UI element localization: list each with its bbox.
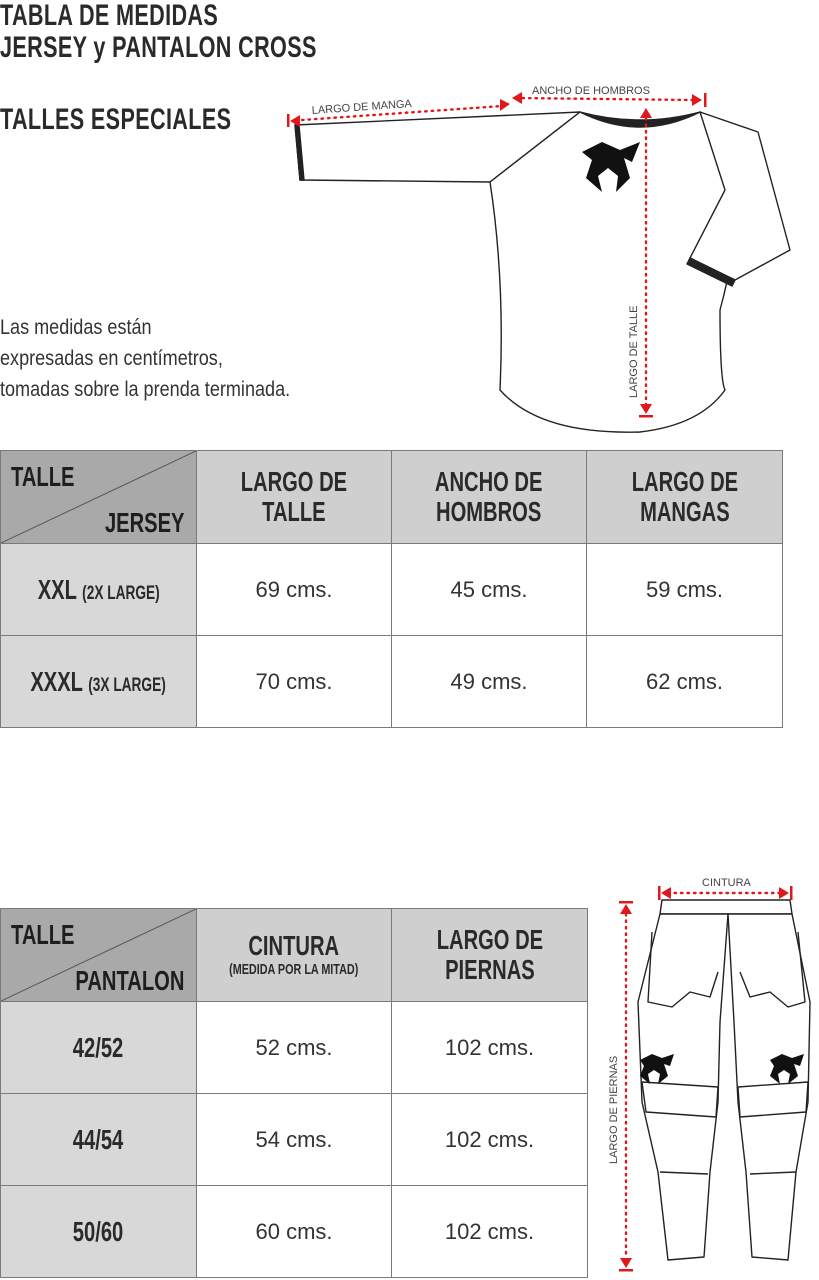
page-title: TABLA DE MEDIDAS xyxy=(0,0,219,32)
sleeve-end-tick-icon xyxy=(287,114,290,127)
header-line-1: ANCHO DE xyxy=(435,466,543,497)
measurement-note xyxy=(0,312,290,405)
header-line-2: TALLE xyxy=(262,496,326,527)
value-cell: 59 cms. xyxy=(587,544,783,636)
pants-right-knee xyxy=(738,1082,808,1117)
table-row xyxy=(1,1186,588,1278)
table-row xyxy=(1,1002,588,1094)
header-largo-mangas xyxy=(587,451,783,544)
table-row xyxy=(1,544,783,636)
waist-end-tick-icon xyxy=(790,886,793,900)
jersey-size-table xyxy=(0,450,783,728)
shoulder-arrow-left-icon xyxy=(512,92,522,104)
value-cell: 70 cms. xyxy=(197,636,392,728)
page-subtitle: JERSEY y PANTALON CROSS xyxy=(0,31,317,64)
header-line-1: CINTURA xyxy=(248,930,340,961)
shoulder-arrow-right-icon xyxy=(692,94,702,106)
size-cell xyxy=(1,1186,197,1278)
corner-top-label: TALLE xyxy=(11,919,75,950)
note-line-1: Las medidas están xyxy=(0,316,152,339)
header-largo-piernas xyxy=(392,909,588,1002)
leg-bottom-tick-icon xyxy=(619,1269,633,1272)
pants-left-knee xyxy=(642,1082,718,1117)
size-label: 50/60 xyxy=(73,1215,124,1247)
table-header-row xyxy=(1,451,783,544)
length-label: LARGO DE TALLE xyxy=(628,305,640,398)
note-line-3: tomadas sobre la prenda terminada. xyxy=(0,378,291,401)
header-largo-talle xyxy=(197,451,392,544)
corner-bottom-label: JERSEY xyxy=(104,507,184,538)
size-label: XXL xyxy=(37,573,77,605)
size-cell xyxy=(1,1002,197,1094)
size-note: (3X LARGE) xyxy=(88,674,167,696)
leg-arrow-bottom-icon xyxy=(620,1258,632,1268)
corner-bottom-label: PANTALON xyxy=(74,965,184,996)
length-end-tick-icon xyxy=(639,415,653,418)
size-cell xyxy=(1,1094,197,1186)
size-label: 44/54 xyxy=(73,1123,124,1155)
header-line-2: (MEDIDA POR LA MITAD) xyxy=(229,961,359,978)
header-line-2: MANGAS xyxy=(639,496,730,527)
value-cell: 45 cms. xyxy=(392,544,587,636)
value-cell: 49 cms. xyxy=(392,636,587,728)
header-line-2: HOMBROS xyxy=(436,496,542,527)
corner-top-label: TALLE xyxy=(11,461,75,492)
section-title: TALLES ESPECIALES xyxy=(0,103,232,136)
shoulder-label: ANCHO DE HOMBROS xyxy=(532,85,650,97)
header-line-1: LARGO DE xyxy=(436,924,543,955)
length-arrow-top-icon xyxy=(640,108,652,118)
header-line-1: LARGO DE xyxy=(631,466,738,497)
table-header-row xyxy=(1,909,588,1002)
pants-corner-cell xyxy=(1,909,197,1002)
value-cell: 62 cms. xyxy=(587,636,783,728)
header-line-2: PIERNAS xyxy=(444,954,535,985)
pants-diagram xyxy=(600,872,815,1277)
header-ancho-hombros xyxy=(392,451,587,544)
jersey-diagram xyxy=(280,80,800,445)
waist-arrow-left-icon xyxy=(661,887,671,899)
size-label: 42/52 xyxy=(73,1031,124,1063)
value-cell: 69 cms. xyxy=(197,544,392,636)
header-cintura xyxy=(197,909,392,1002)
jersey-corner-cell xyxy=(1,451,197,544)
table-row xyxy=(1,1094,588,1186)
value-cell: 102 cms. xyxy=(392,1002,588,1094)
waist-end-tick-icon xyxy=(658,886,661,900)
value-cell: 102 cms. xyxy=(392,1094,588,1186)
shoulder-end-tick-icon xyxy=(704,93,707,107)
waist-label: CINTURA xyxy=(702,877,751,889)
header-line-1: LARGO DE xyxy=(240,466,348,497)
waist-arrow-right-icon xyxy=(779,887,789,899)
size-cell xyxy=(1,544,197,636)
note-line-2: expresadas en centímetros, xyxy=(0,347,223,370)
sleeve-arrow-right-icon xyxy=(500,99,510,111)
pants-waistband xyxy=(660,900,792,914)
value-cell: 60 cms. xyxy=(197,1186,392,1278)
shoulder-measure-line xyxy=(516,98,692,100)
leg-arrow-top-icon xyxy=(620,904,632,914)
value-cell: 54 cms. xyxy=(197,1094,392,1186)
table-row xyxy=(1,636,783,728)
size-label: XXXL xyxy=(30,665,84,697)
size-cell xyxy=(1,636,197,728)
sleeve-label: LARGO DE MANGA xyxy=(311,98,413,117)
leg-label: LARGO DE PIERNAS xyxy=(608,1055,620,1164)
pants-size-table xyxy=(0,908,588,1278)
value-cell: 52 cms. xyxy=(197,1002,392,1094)
value-cell: 102 cms. xyxy=(392,1186,588,1278)
size-note: (2X LARGE) xyxy=(81,582,160,604)
leg-top-tick-icon xyxy=(619,901,633,904)
